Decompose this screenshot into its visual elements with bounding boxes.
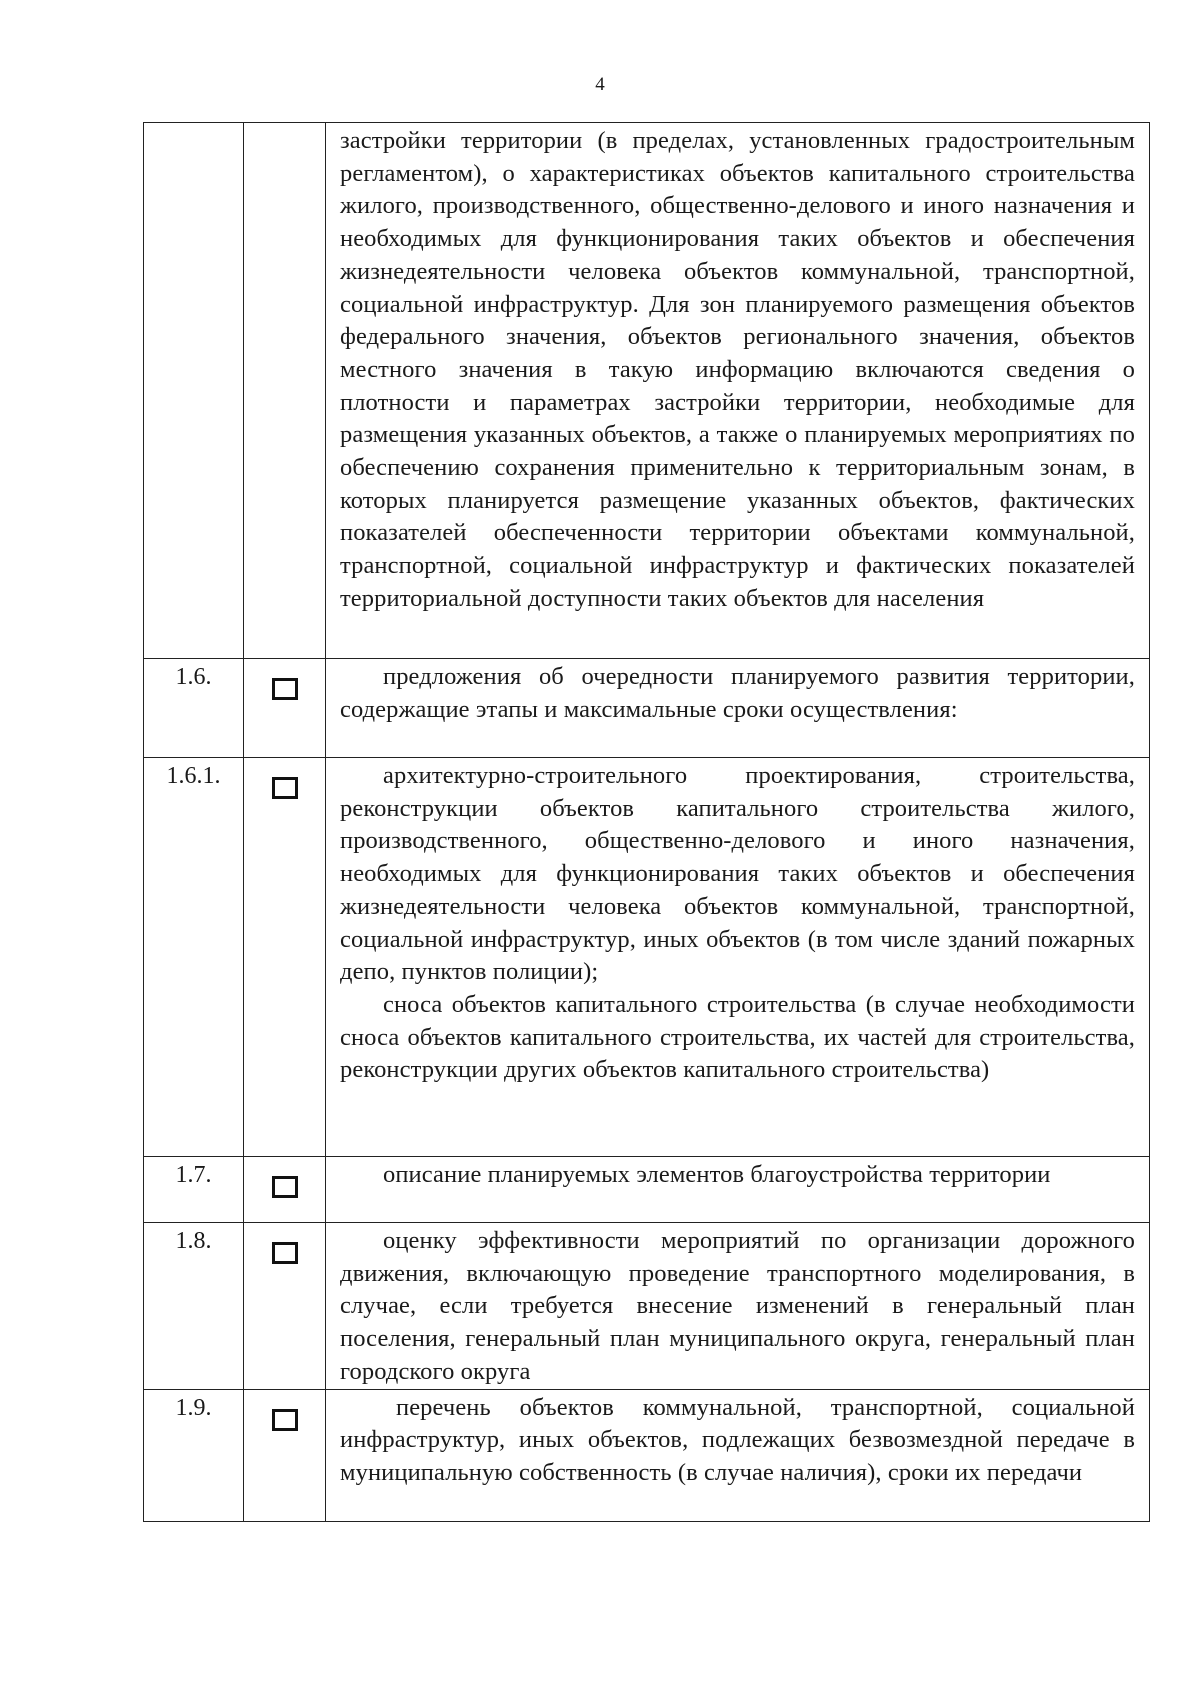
item-paragraph: описание планируемых элементов благоустройства территории xyxy=(383,1161,1051,1188)
page-number: 4 xyxy=(595,74,605,95)
checkbox-cell xyxy=(244,123,326,659)
item-number xyxy=(144,123,244,659)
table-row xyxy=(144,1157,1150,1223)
table-row xyxy=(144,659,1150,758)
item-number: 1.6. xyxy=(144,659,244,758)
checkbox-cell xyxy=(244,1157,326,1223)
item-number: 1.6.1. xyxy=(144,758,244,1157)
requirements-table xyxy=(143,122,1150,1522)
item-number: 1.8. xyxy=(144,1223,244,1390)
table-row xyxy=(144,1223,1150,1390)
checkbox[interactable] xyxy=(272,777,298,799)
checkbox-cell xyxy=(244,1389,326,1521)
item-text xyxy=(326,1157,1150,1223)
item-text xyxy=(326,659,1150,758)
item-number: 1.7. xyxy=(144,1157,244,1223)
item-text xyxy=(326,123,1150,659)
item-paragraph: оценку эффективности мероприятий по организации дорожного движения, включающую проведение транспортного моделирования, в случае, если требуется внесение изменений в генеральный план поселения, генеральный план муниципального округа, генеральный план городского округа xyxy=(340,1227,1135,1385)
checkbox-cell xyxy=(244,659,326,758)
item-paragraph: перечень объектов коммунальной, транспортной, социальной инфраструктур, иных объектов, подлежащих безвозмездной передаче в муниципальную собственность (в случае наличия), сроки их передачи xyxy=(340,1393,1135,1486)
checkbox[interactable] xyxy=(272,678,298,700)
item-paragraph: сноса объектов капитального строительства (в случае необходимости сноса объектов капитального строительства, их частей для строительства, реконструкции других объектов капитального строительства) xyxy=(340,990,1135,1084)
checkbox-cell xyxy=(244,758,326,1157)
item-text xyxy=(326,758,1150,1157)
item-text xyxy=(326,1389,1150,1521)
item-number: 1.9. xyxy=(144,1389,244,1521)
item-paragraph: архитектурно-строительного проектирования, строительства, реконструкции объектов капитального строительства жилого, производственного, общественно-делового и иного назначения, необходимых для функционирования таких объектов и обеспечения жизнедеятельности человека объектов коммунальной, транспортной, социальной инфраструктур, иных объектов (в том числе зданий пожарных депо, пунктов полиции); xyxy=(340,762,1135,986)
item-text xyxy=(326,1223,1150,1390)
table-row xyxy=(144,758,1150,1157)
checkbox[interactable] xyxy=(272,1176,298,1198)
checkbox-cell xyxy=(244,1223,326,1390)
table-row xyxy=(144,123,1150,659)
checkbox[interactable] xyxy=(272,1242,298,1264)
item-paragraph: предложения об очередности планируемого развития территории, содержащие этапы и максимальные сроки осуществления: xyxy=(340,663,1135,723)
table-row xyxy=(144,1389,1150,1521)
item-paragraph: застройки территории (в пределах, установленных градостроительным регламентом), о характеристиках объектов капитального строительства жилого, производственного, общественно-делового и иного назначения и необходимых для функционирования таких объектов и обеспечения жизнедеятельности человека объектов коммунальной, транспортной, социальной инфраструктур. Для зон планируемого размещения объектов федерального значения, объектов регионального значения, объектов местного значения в такую информацию включаются сведения о плотности и параметрах застройки территории, необходимые для размещения указанных объектов, а также о планируемых мероприятиях по обеспечению сохранения применительно к территориальным зонам, в которых планируется размещение указанных объектов, фактических показателей обеспеченности территории объектами коммунальной, транспортной, социальной инфраструктур и фактических показателей территориальной доступности таких объектов для населения xyxy=(340,127,1135,612)
checkbox[interactable] xyxy=(272,1409,298,1431)
